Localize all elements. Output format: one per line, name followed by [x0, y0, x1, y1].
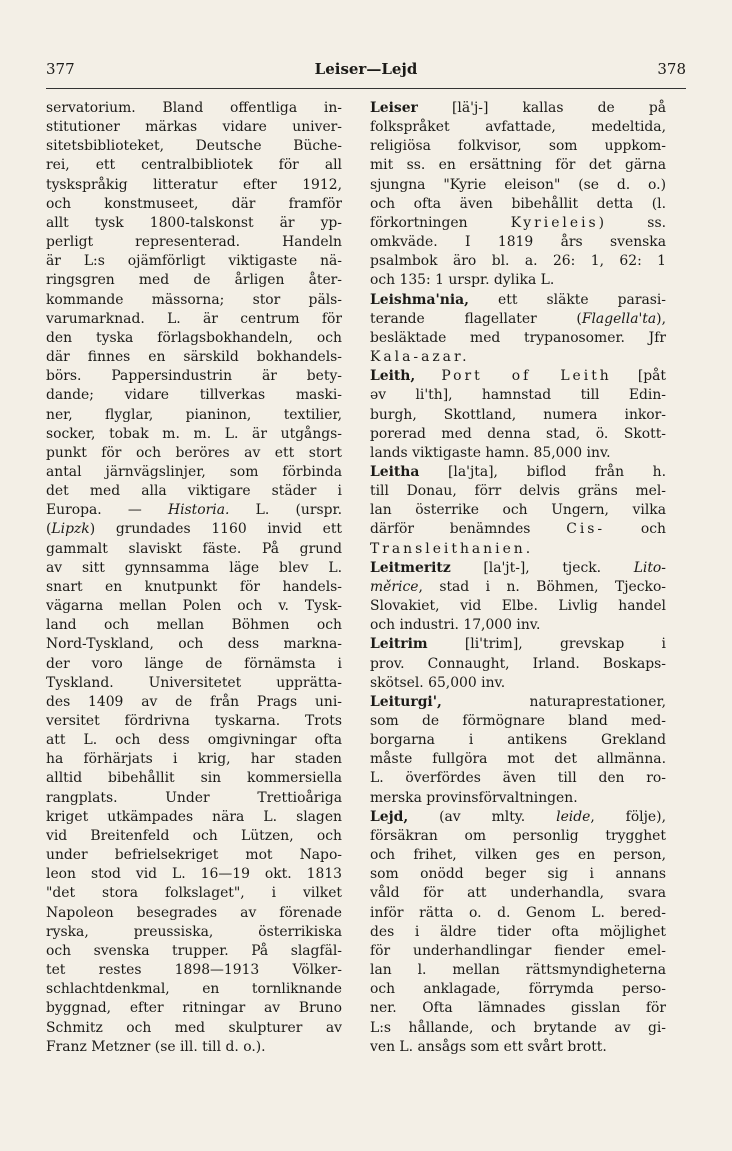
- text-line: [370, 463, 666, 482]
- text-line: och frihet, vilken ges en person,: [370, 847, 666, 864]
- text-line: ryska, preussiska, österrikiska: [46, 923, 342, 940]
- text-line: ner, flyglar, pianinon, textilier,: [46, 406, 342, 423]
- text-line: ven L. ansågs som ett svårt brott.: [370, 1038, 607, 1055]
- text-line: och svenska trupper. På slagfäl-: [46, 942, 342, 959]
- text-line: land och mellan Böhmen och: [46, 617, 342, 634]
- text-line: som de förmögnare bland med-: [370, 713, 666, 729]
- text-span: förkortningen: [370, 214, 511, 231]
- headword: Leiturgi',: [370, 693, 442, 710]
- text-line: vägarna mellan Polen och v. Tysk-: [46, 598, 342, 615]
- text-span: L. (urspr.: [229, 502, 342, 519]
- text-span: ) grundades 1160 invid ett: [89, 521, 342, 538]
- text-span: leide: [556, 808, 591, 825]
- text-line: och ofta även bibehållit detta (l.: [370, 195, 666, 212]
- text-line: schlachtdenkmal, en tornliknande: [46, 981, 342, 998]
- text-span: Port of Leith: [441, 368, 612, 385]
- text-line: och konstmuseet, där framför: [46, 195, 342, 212]
- text-line: [370, 808, 666, 827]
- text-line: [370, 214, 666, 233]
- text-line: börs. Pappersindustrin är bety-: [46, 368, 342, 385]
- text-line: och 135: 1 urspr. dylika L.: [370, 272, 555, 289]
- entry-leith: [370, 367, 666, 463]
- text-line: des i äldre tider ofta möjlighet: [370, 923, 666, 940]
- text-line: och industri. 17,000 inv.: [370, 617, 541, 634]
- text-line: till Donau, förr delvis gräns mel-: [370, 483, 666, 500]
- text-span: terande flagellater (: [370, 310, 582, 327]
- headword: Leitmeritz: [370, 559, 451, 576]
- text-span: [415, 368, 441, 384]
- text-line: kriget utkämpades nära L. slagen: [46, 808, 342, 825]
- page-number-left: 377: [46, 60, 75, 78]
- text-line: merska provinsförvaltningen.: [370, 789, 578, 806]
- text-span: Cis-: [566, 521, 606, 538]
- text-line: [370, 578, 666, 597]
- text-line: och anklagade, förrymda perso-: [370, 981, 666, 998]
- text-line: snart en knutpunkt för handels-: [46, 578, 342, 595]
- left-text-block-1: [46, 99, 342, 501]
- text-line: əv li'th], hamnstad till Edin-: [370, 387, 666, 404]
- text-line: antal järnvägslinjer, som förbinda: [46, 463, 342, 480]
- text-line: kommande mässorna; stor päls-: [46, 291, 342, 308]
- entry-leiser: [370, 99, 666, 291]
- text-line: [370, 540, 666, 559]
- text-line: är L:s ojämförligt viktigaste nä-: [46, 253, 342, 270]
- text-line: religiösa folkvisor, som uppkom-: [370, 138, 666, 155]
- text-line: mit ss. en ersättning för det gärna: [370, 157, 666, 174]
- text-line: L. överfördes även till den ro-: [370, 770, 666, 787]
- text-span: därför benämndes: [370, 521, 567, 538]
- text-line: prov. Connaught, Irland. Boskaps-: [370, 655, 666, 672]
- text-line: byggnad, efter ritningar av Bruno: [46, 1000, 342, 1017]
- text-line: [370, 348, 666, 367]
- text-span: Transleithanien.: [370, 540, 534, 557]
- text-span: Lipzk: [51, 521, 90, 538]
- text-line: (Lipzk) grundades 1160 invid ett: [46, 521, 342, 538]
- text-line: omkväde. I 1819 års svenska: [370, 234, 666, 251]
- text-line: [370, 291, 666, 310]
- text-line: lan l. mellan rättsmyndigheterna: [370, 962, 666, 979]
- entry-leitrim: [370, 635, 666, 692]
- text-line: Franz Metzner (se ill. till d. o.).: [46, 1038, 266, 1055]
- text-line: allt tysk 1800-talskonst är yp-: [46, 214, 342, 231]
- text-line: rangplats. Under Trettioåriga: [46, 789, 342, 806]
- text-line: versitet fördrivna tyskarna. Trots: [46, 713, 342, 729]
- text-span: och: [605, 521, 666, 538]
- text-span: naturaprestationer,: [441, 693, 666, 710]
- text-line: vid Breitenfeld och Lützen, och: [46, 827, 342, 844]
- text-line: sitetsbiblioteket, Deutsche Büche-: [46, 138, 342, 155]
- page-header: [46, 60, 686, 84]
- entry-leitha: [370, 463, 666, 559]
- text-line: inför rätta o. d. Genom L. bered-: [370, 904, 666, 921]
- text-span: Lito-: [633, 559, 666, 576]
- text-line: tyskspråkig litteratur efter 1912,: [46, 176, 342, 193]
- right-column: [370, 99, 666, 1057]
- text-line: alltid bibehållit sin kommersiella: [46, 770, 342, 787]
- text-line: försäkran om personlig trygghet: [370, 827, 666, 844]
- headword: Leiser: [370, 100, 418, 116]
- text-span: , följe),: [590, 808, 666, 825]
- text-line: der voro länge de förnämsta i: [46, 655, 342, 672]
- text-line: där finnes en särskild bokhandels-: [46, 349, 342, 366]
- text-span: ),: [656, 310, 666, 327]
- text-line: lan österrike och Ungern, vilka: [370, 502, 666, 519]
- text-span: [li'trim], grevskap i: [427, 636, 666, 653]
- text-line: servatorium. Bland offentliga in-: [46, 100, 342, 116]
- text-line: borgarna i antikens Grekland: [370, 732, 666, 749]
- text-line: den tyska förlagsbokhandeln, och: [46, 329, 342, 346]
- text-span: Kala-azar.: [370, 349, 470, 366]
- text-line: för underhandlingar fiender emel-: [370, 942, 666, 959]
- headword: Leitrim: [370, 636, 428, 653]
- headword: Lejd,: [370, 808, 409, 825]
- text-line: våld för att underhandla, svara: [370, 885, 666, 902]
- text-line: socker, tobak m. m. L. är utgångs-: [46, 425, 342, 442]
- headword: Leitha: [370, 463, 420, 480]
- text-span: měrice: [370, 578, 419, 595]
- text-line: [370, 693, 666, 712]
- text-line: "det stora folkslaget", i vilket: [46, 885, 342, 902]
- headword: Leith,: [370, 368, 416, 385]
- text-line: [370, 635, 666, 654]
- text-line: punkt för och beröres av ett stort: [46, 444, 342, 461]
- text-line: [370, 310, 666, 329]
- text-line: sjungna "Kyrie eleison" (se d. o.): [370, 176, 666, 193]
- text-line: Nord-Tyskland, och dess markna-: [46, 636, 342, 653]
- entry-leishmania: [370, 291, 666, 368]
- text-line: Slovakiet, vid Elbe. Livlig handel: [370, 598, 666, 615]
- text-line: burgh, Skottland, numera inkor-: [370, 406, 666, 423]
- text-line: folkspråket avfattade, medeltida,: [370, 119, 666, 136]
- text-line: des 1409 av de från Prags uni-: [46, 693, 342, 710]
- text-line: under befrielsekriget mot Napo-: [46, 847, 342, 864]
- text-line: psalmbok äro bl. a. 26: 1, 62: 1: [370, 253, 666, 270]
- running-head: Leiser—Lejd: [314, 60, 418, 78]
- entry-leiturgi: [370, 693, 666, 808]
- text-span: [la'jta], biflod från h.: [419, 463, 666, 480]
- text-line: [370, 367, 666, 386]
- text-line: porerad med denna stad, ö. Skott-: [370, 425, 666, 442]
- text-span: [påt: [611, 368, 666, 385]
- text-span: Flagella'ta: [581, 310, 657, 327]
- text-line: leon stod vid L. 16—19 okt. 1813: [46, 866, 342, 883]
- text-line: ringsgren med de årligen åter-: [46, 272, 342, 289]
- text-line: Tyskland. Universitetet upprätta-: [46, 674, 342, 691]
- text-line: gammalt slaviskt fäste. På grund: [46, 540, 342, 557]
- text-line: skötsel. 65,000 inv.: [370, 674, 506, 691]
- text-line: Schmitz och med skulpturer av: [46, 1019, 342, 1036]
- text-line: L:s hållande, och brytande av gi-: [370, 1019, 666, 1036]
- left-text-block-2: [46, 540, 342, 1057]
- text-line: [370, 99, 666, 118]
- text-span: ) ss.: [598, 214, 666, 231]
- text-line: [46, 501, 342, 520]
- left-column: [46, 99, 342, 1057]
- text-line: varumarknad. L. är centrum för: [46, 310, 342, 327]
- text-line: [370, 559, 666, 578]
- header-rule: [46, 88, 686, 89]
- text-span: [lä'j-] kallas de på: [417, 100, 666, 116]
- text-line: besläktade med trypanosomer. Jfr: [370, 329, 666, 346]
- text-span: Historia.: [167, 502, 230, 519]
- text-line: dande; vidare tillverkas maski-: [46, 387, 342, 404]
- text-line: ha förhärjats i krig, har staden: [46, 751, 342, 768]
- text-line: stitutioner märkas vidare univer-: [46, 119, 342, 136]
- entry-lejd: [370, 808, 666, 1057]
- text-line: ner. Ofta lämnades gisslan för: [370, 1000, 666, 1017]
- text-line: som onödd beger sig i annans: [370, 866, 666, 883]
- text-span: Europa. —: [46, 502, 168, 519]
- page-number-right: 378: [657, 60, 686, 78]
- headword: Leishma'nia,: [370, 291, 469, 308]
- text-line: lands viktigaste hamn. 85,000 inv.: [370, 444, 611, 461]
- text-line: tet restes 1898—1913 Völker-: [46, 962, 342, 979]
- text-span: Kyrieleis: [510, 214, 599, 231]
- text-span: ett släkte parasi-: [468, 291, 666, 308]
- text-line: Napoleon besegrades av förenade: [46, 904, 342, 921]
- text-line: det med alla viktigare städer i: [46, 483, 342, 500]
- text-span: (av mlty.: [408, 808, 557, 825]
- text-span: , stad i n. Böhmen, Tjecko-: [418, 578, 666, 595]
- text-line: perligt representerad. Handeln: [46, 234, 342, 251]
- entry-leitmeritz: [370, 559, 666, 636]
- text-line: rei, ett centralbibliotek för all: [46, 157, 342, 174]
- text-line: [370, 520, 666, 539]
- text-span: [la'jt-], tjeck.: [450, 559, 634, 576]
- text-line: måste fullgöra mot det allmänna.: [370, 751, 666, 768]
- text-line: av sitt gynnsamma läge blev L.: [46, 559, 342, 576]
- text-line: att L. och dess omgivningar ofta: [46, 732, 342, 749]
